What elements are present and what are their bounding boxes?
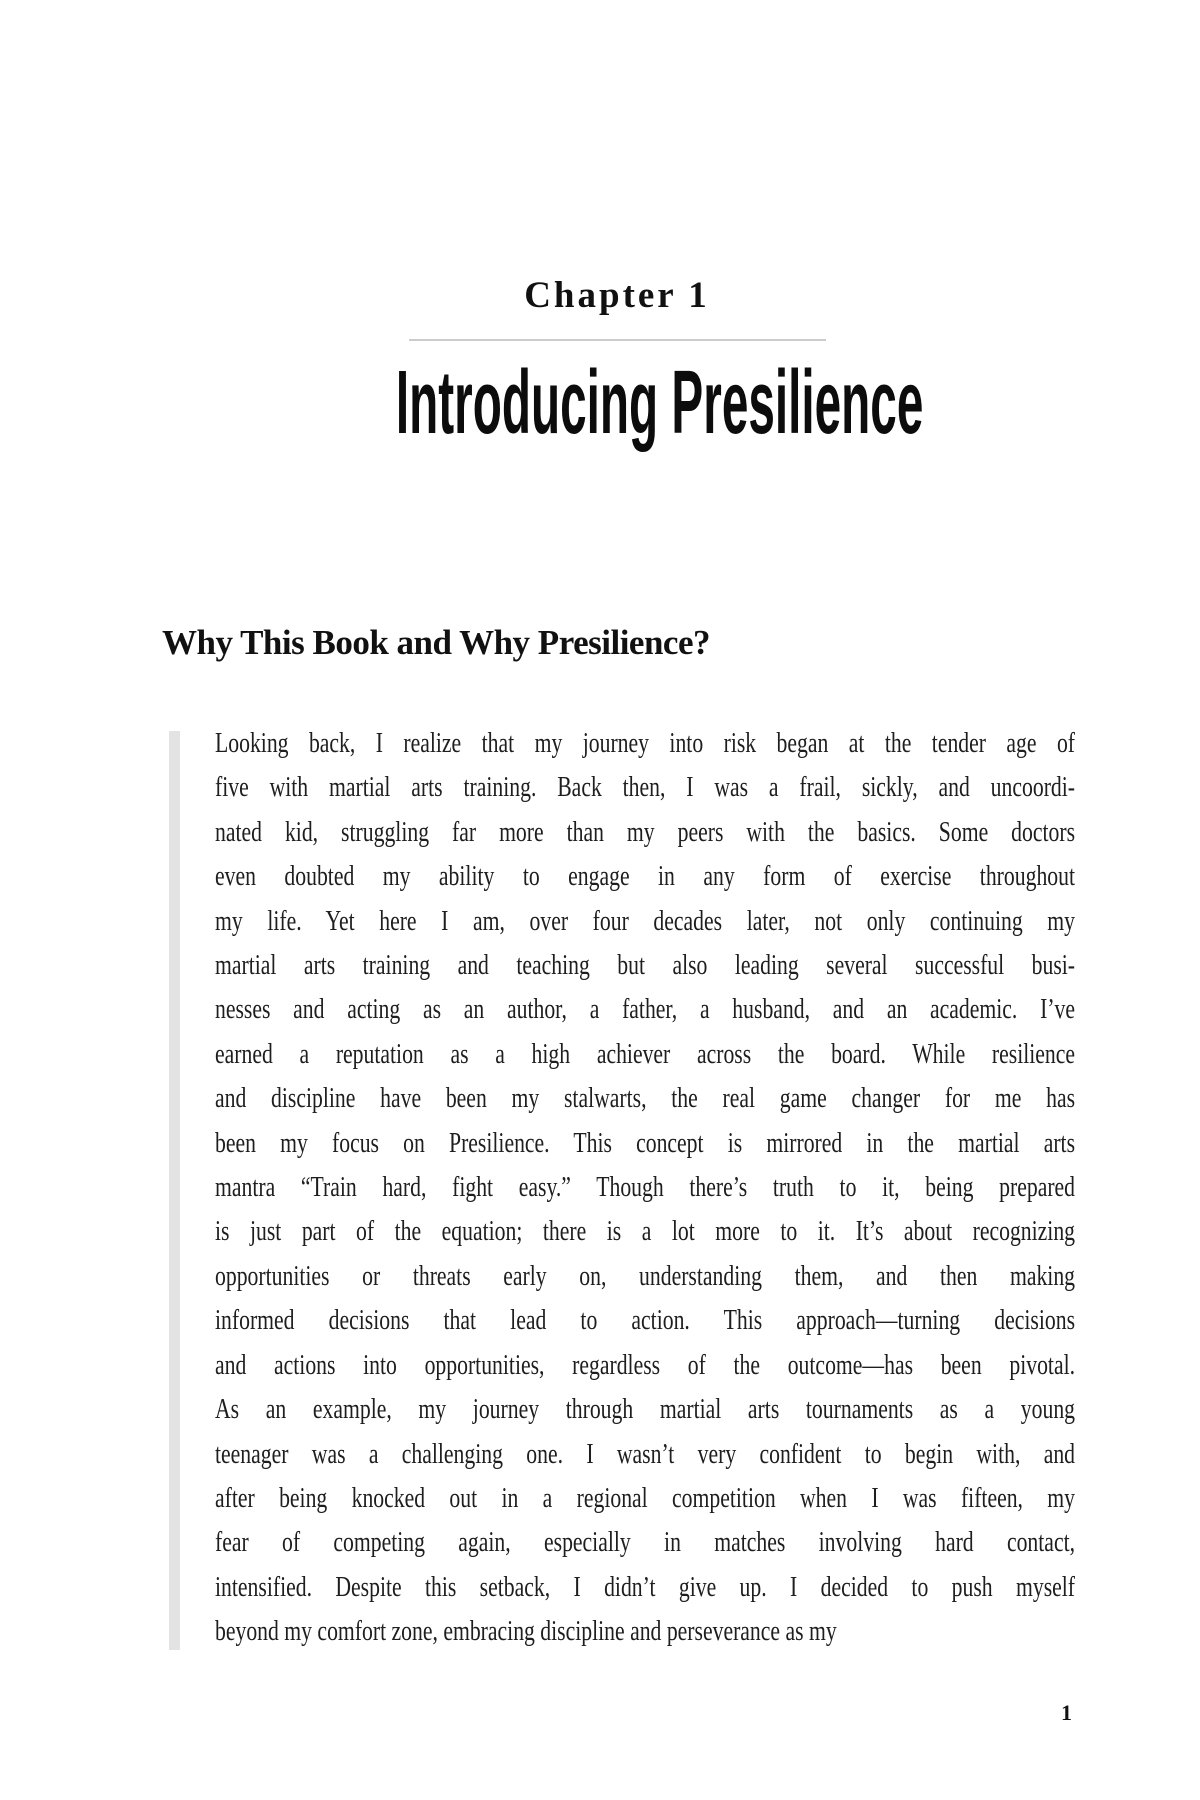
paragraph-line: is just part of the equation; there is a lot more to it. It’s about recognizing <box>215 1216 1076 1248</box>
paragraph-line: nesses and acting as an author, a father, a husband, and an academic. I’ve <box>215 994 1076 1026</box>
paragraph-line: after being knocked out in a regional competition when I was fifteen, my <box>215 1482 1076 1514</box>
section-heading: Why This Book and Why Presilience? <box>162 623 710 662</box>
paragraph-line: my life. Yet here I am, over four decades later, not only continuing my <box>215 905 1076 937</box>
paragraph-line: fear of competing again, especially in matches involving hard contact, <box>215 1527 1076 1559</box>
chapter-label: Chapter 1 <box>524 275 710 316</box>
page-number: 1 <box>1061 1700 1072 1725</box>
paragraph-line: intensified. Despite this setback, I didn’t give up. I decided to push myself <box>215 1571 1076 1603</box>
quote-paragraph <box>215 722 1075 1655</box>
paragraph-line: teenager was a challenging one. I wasn’t very confident to begin with, and <box>215 1438 1076 1470</box>
paragraph-line: mantra “Train hard, fight easy.” Though there’s truth to it, being prepared <box>215 1172 1076 1204</box>
paragraph-line: Looking back, I realize that my journey into risk began at the tender age of <box>215 728 1076 759</box>
paragraph-line: even doubted my ability to engage in any form of exercise throughout <box>215 861 1076 893</box>
chapter-title-text: Introducing Presilience <box>395 352 924 453</box>
chapter-title <box>162 352 1072 453</box>
paragraph-line: informed decisions that lead to action. This approach—turning decisions <box>215 1305 1076 1337</box>
paragraph-line: and discipline have been my stalwarts, the real game changer for me has <box>215 1083 1076 1115</box>
paragraph-line: earned a reputation as a high achiever across the board. While resilience <box>215 1038 1076 1070</box>
paragraph-line: nated kid, struggling far more than my peers with the basics. Some doctors <box>215 816 1076 848</box>
paragraph-line: been my focus on Presilience. This concept is mirrored in the martial arts <box>215 1127 1076 1159</box>
paragraph-line: martial arts training and teaching but also leading several successful busi- <box>215 950 1076 982</box>
paragraph-line: As an example, my journey through martial arts tournaments as a young <box>215 1394 1076 1426</box>
quote-left-bar <box>169 731 180 1650</box>
paragraph-line: five with martial arts training. Back then, I was a frail, sickly, and uncoordi- <box>215 772 1076 804</box>
chapter-head <box>162 275 1072 453</box>
paragraph-line: beyond my comfort zone, embracing discipline and perseverance as my <box>215 1616 837 1648</box>
paragraph-line: opportunities or threats early on, understanding them, and then making <box>215 1260 1076 1292</box>
chapter-divider-rule <box>409 339 826 341</box>
paragraph-line: and actions into opportunities, regardless of the outcome—has been pivotal. <box>215 1349 1076 1381</box>
